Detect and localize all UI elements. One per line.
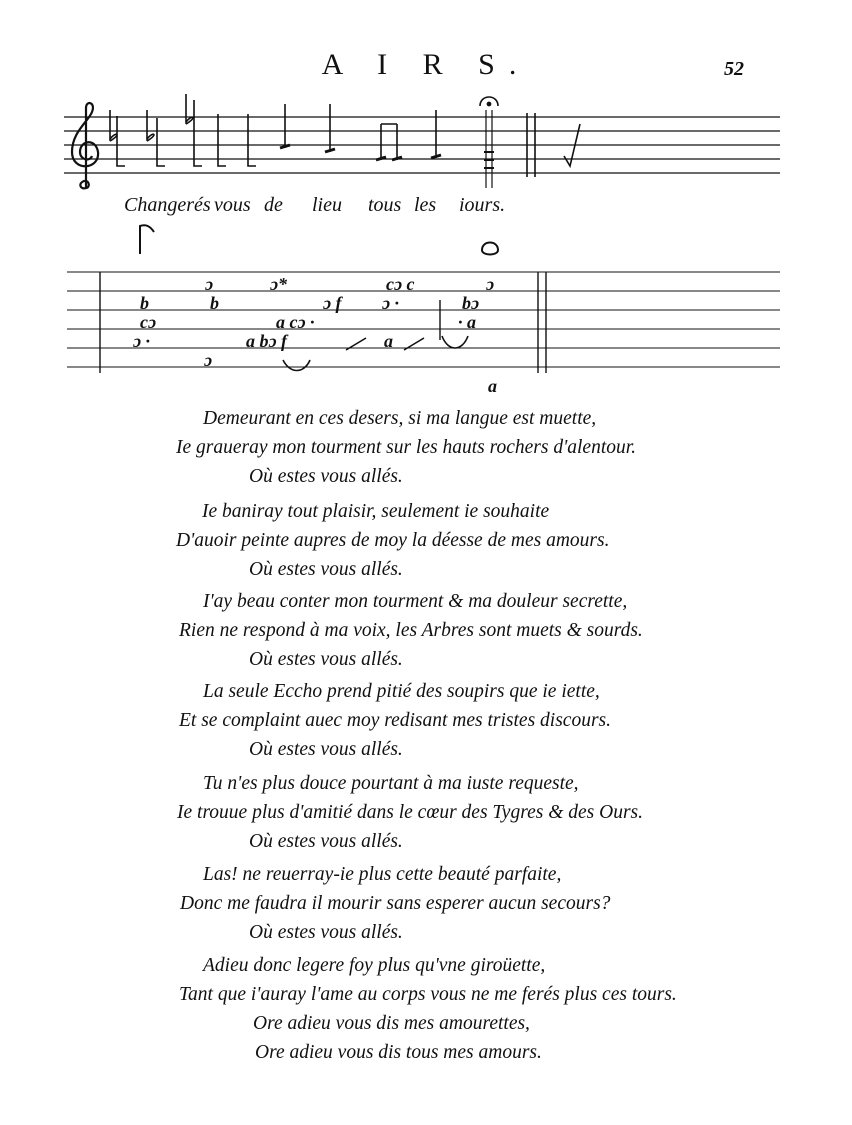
tablature-lines [67,272,780,367]
svg-text:bɔ: bɔ [462,293,479,313]
tab-slurs [283,336,468,371]
page-number: 52 [724,58,744,80]
verse-line: La seule Eccho prend pitié des soupirs que ie iette, [203,681,600,702]
verse-line: Où estes vous allés. [249,831,403,852]
verse-line: I'ay beau conter mon tourment & ma douleur secrette, [203,591,628,612]
underlay-word: de [264,194,283,216]
svg-text:ɔ ·: ɔ · [133,331,150,351]
treble-clef-icon [72,103,98,188]
music-notes [117,94,498,188]
svg-text:a bɔ f: a bɔ f [246,331,287,351]
verse-line: Donc me faudra il mourir sans esperer aucun secours? [180,893,611,914]
page-header-title: A I R S. [321,48,531,81]
verse-line: Tu n'es plus douce pourtant à ma iuste requeste, [203,773,579,794]
verse-line: Où estes vous allés. [249,922,403,943]
fermata-icon [482,243,498,255]
verse-line: Où estes vous allés. [249,559,403,580]
verse-line: Ie trouue plus d'amitié dans le cœur des Tygres & des Ours. [177,802,643,823]
underlay-word: vous [214,194,251,216]
underlay-word: lieu [312,194,342,216]
svg-text:cɔ c: cɔ c [386,274,415,294]
svg-text:· a: · a [458,312,476,332]
svg-text:a: a [384,331,393,351]
verse-line: Ie baniray tout plaisir, seulement ie souhaite [202,501,550,522]
rhythm-flag-icon [140,225,154,254]
verse-line: D'auoir peinte aupres de moy la déesse de mes amours. [176,530,610,551]
svg-text:cɔ: cɔ [140,312,156,332]
verse-line: Ore adieu vous dis mes amourettes, [253,1013,530,1034]
svg-text:ɔ: ɔ [205,274,213,294]
flat-icon [110,110,117,141]
staff-lines [64,117,780,173]
verse-line: Adieu donc legere foy plus qu'vne giroüette, [203,955,546,976]
verse-line: Tant que i'auray l'ame au corps vous ne me ferés plus ces tours. [179,984,677,1005]
underlay-word: iours. [459,194,506,216]
svg-text:ɔ ·: ɔ · [382,293,399,313]
svg-text:ɔ: ɔ [204,350,212,370]
tab-letter-bottom: a [488,376,497,396]
svg-text:a cɔ ·: a cɔ · [276,312,315,332]
svg-text:ɔ*: ɔ* [270,274,287,294]
verse-line: Où estes vous allés. [249,649,403,670]
verse-line: Rien ne respond à ma voix, les Arbres sont muets & sourds. [179,620,643,641]
svg-text:ɔ f: ɔ f [323,293,342,313]
underlay-word: les [414,194,437,216]
verse-line: Où estes vous allés. [249,466,403,487]
svg-text:b: b [140,293,149,313]
verse-line: Où estes vous allés. [249,739,403,760]
verse-line: Et se complaint auec moy redisant mes tristes discours. [179,710,612,731]
tablature-barlines [100,272,546,373]
underlay-word: Changerés [124,194,211,216]
svg-text:b: b [210,293,219,313]
verse-line: Las! ne reuerray-ie plus cette beauté parfaite, [203,864,562,885]
verse-line: Demeurant en ces desers, si ma langue est muette, [203,408,597,429]
svg-text:ɔ: ɔ [486,274,494,294]
underlay-word: tous [368,194,402,216]
verse-line: Ore adieu vous dis tous mes amours. [255,1042,542,1063]
verse-line: Ie graueray mon tourment sur les hauts rochers d'alentour. [176,437,637,458]
